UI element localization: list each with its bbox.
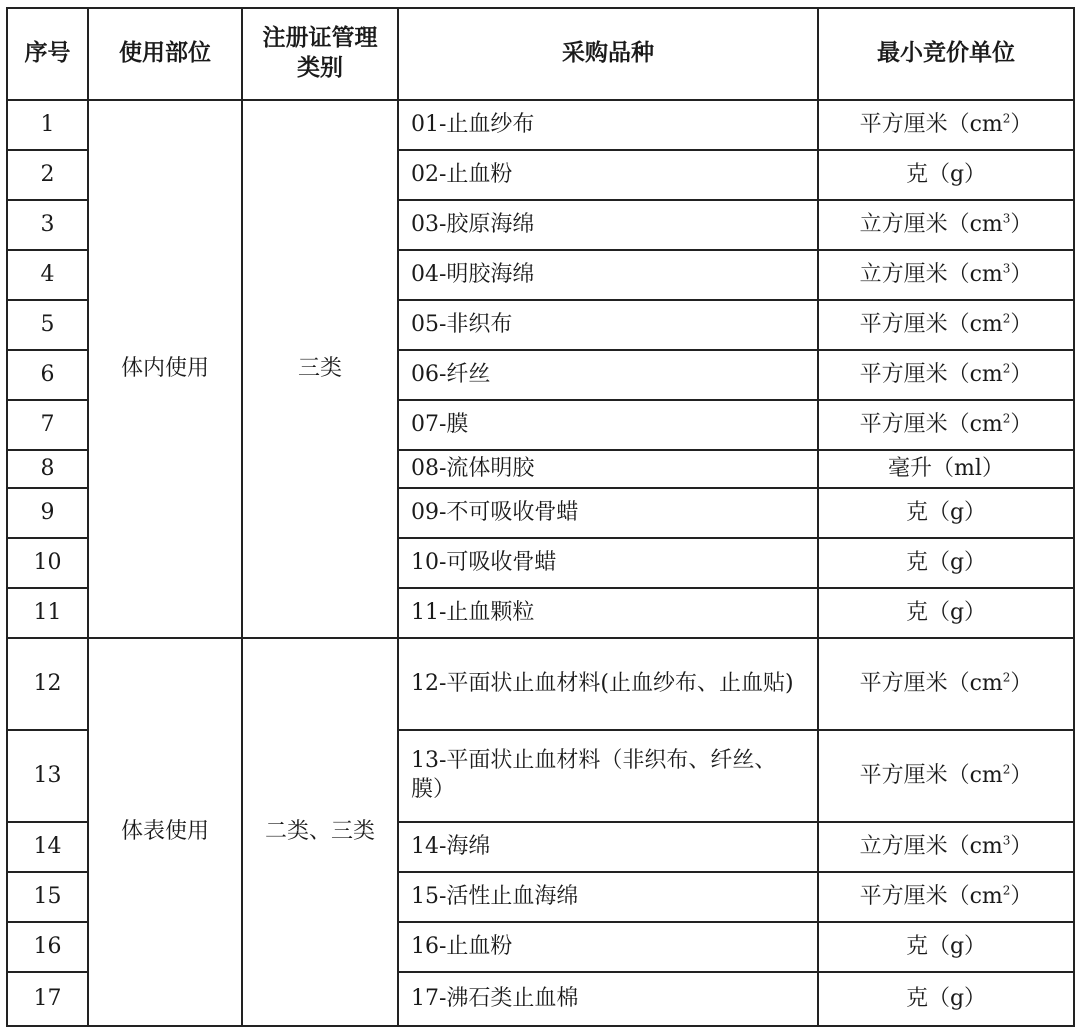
- cell-unit: [818, 972, 1074, 1026]
- cell-reg-class: 三类: [242, 100, 398, 638]
- header-seq: 序号: [7, 8, 88, 100]
- cell-variety: 12-平面状止血材料(止血纱布、止血贴): [398, 638, 818, 730]
- cell-variety: 17-沸石类止血棉: [398, 972, 818, 1026]
- cell-variety: 05-非织布: [398, 300, 818, 350]
- table-body: [7, 100, 1074, 1026]
- procurement-table: [6, 7, 1075, 1027]
- header-variety: 采购品种: [398, 8, 818, 100]
- unit-exponent: 2: [1002, 762, 1011, 777]
- unit-close: ）: [1010, 311, 1033, 337]
- unit-exponent: 3: [1002, 211, 1011, 226]
- cell-unit: [818, 588, 1074, 638]
- cell-unit: [818, 400, 1074, 450]
- cell-usage: 体内使用: [88, 100, 242, 638]
- unit-text: 克（g）: [905, 161, 987, 187]
- unit-close: ）: [1010, 361, 1033, 387]
- cell-unit: [818, 488, 1074, 538]
- unit-exponent: 3: [1002, 261, 1011, 276]
- cell-variety: 15-活性止血海绵: [398, 872, 818, 922]
- cell-unit: [818, 250, 1074, 300]
- cell-seq: 8: [7, 450, 88, 488]
- cell-seq: 17: [7, 972, 88, 1026]
- unit-text: 立方厘米（cm: [859, 261, 1003, 287]
- cell-seq: 10: [7, 538, 88, 588]
- cell-variety: 09-不可吸收骨蜡: [398, 488, 818, 538]
- cell-seq: 9: [7, 488, 88, 538]
- unit-close: ）: [1010, 833, 1033, 859]
- unit-text: 克（g）: [905, 499, 987, 525]
- unit-exponent: 2: [1002, 361, 1011, 376]
- cell-seq: 2: [7, 150, 88, 200]
- unit-close: ）: [1010, 762, 1033, 788]
- unit-close: ）: [1010, 111, 1033, 137]
- cell-variety: 10-可吸收骨蜡: [398, 538, 818, 588]
- cell-variety: 14-海绵: [398, 822, 818, 872]
- cell-unit: [818, 150, 1074, 200]
- cell-unit: [818, 350, 1074, 400]
- cell-reg-class: 二类、三类: [242, 638, 398, 1026]
- header-unit: 最小竞价单位: [818, 8, 1074, 100]
- unit-close: ）: [1010, 670, 1033, 696]
- cell-variety: 11-止血颗粒: [398, 588, 818, 638]
- unit-text: 立方厘米（cm: [859, 211, 1003, 237]
- unit-close: ）: [1010, 211, 1033, 237]
- cell-unit: [818, 730, 1074, 822]
- unit-text: 平方厘米（cm: [859, 411, 1003, 437]
- table-row: [7, 100, 1074, 150]
- cell-variety: 16-止血粉: [398, 922, 818, 972]
- header-row: [7, 8, 1074, 100]
- unit-text: 克（g）: [905, 599, 987, 625]
- unit-exponent: 3: [1002, 833, 1011, 848]
- cell-seq: 6: [7, 350, 88, 400]
- unit-text: 克（g）: [905, 985, 987, 1011]
- header-reg-class: 注册证管理类别: [242, 8, 398, 100]
- header-usage: 使用部位: [88, 8, 242, 100]
- unit-text: 克（g）: [905, 549, 987, 575]
- cell-variety: 07-膜: [398, 400, 818, 450]
- cell-seq: 16: [7, 922, 88, 972]
- unit-exponent: 2: [1002, 311, 1011, 326]
- unit-text: 立方厘米（cm: [859, 833, 1003, 859]
- cell-variety: 02-止血粉: [398, 150, 818, 200]
- cell-seq: 15: [7, 872, 88, 922]
- unit-exponent: 2: [1002, 883, 1011, 898]
- unit-close: ）: [1010, 883, 1033, 909]
- cell-variety: 04-明胶海绵: [398, 250, 818, 300]
- unit-exponent: 2: [1002, 411, 1011, 426]
- cell-unit: [818, 638, 1074, 730]
- cell-seq: 12: [7, 638, 88, 730]
- unit-exponent: 2: [1002, 670, 1011, 685]
- cell-seq: 11: [7, 588, 88, 638]
- unit-exponent: 2: [1002, 111, 1011, 126]
- cell-unit: [818, 300, 1074, 350]
- cell-seq: 14: [7, 822, 88, 872]
- cell-variety: 13-平面状止血材料（非织布、纤丝、膜）: [398, 730, 818, 822]
- cell-seq: 3: [7, 200, 88, 250]
- cell-usage: 体表使用: [88, 638, 242, 1026]
- cell-variety: 06-纤丝: [398, 350, 818, 400]
- cell-variety: 01-止血纱布: [398, 100, 818, 150]
- unit-text: 克（g）: [905, 933, 987, 959]
- unit-text: 平方厘米（cm: [859, 670, 1003, 696]
- unit-text: 平方厘米（cm: [859, 883, 1003, 909]
- cell-seq: 13: [7, 730, 88, 822]
- cell-seq: 1: [7, 100, 88, 150]
- cell-unit: [818, 822, 1074, 872]
- unit-text: 平方厘米（cm: [859, 111, 1003, 137]
- cell-variety: 08-流体明胶: [398, 450, 818, 488]
- cell-seq: 4: [7, 250, 88, 300]
- unit-close: ）: [1010, 411, 1033, 437]
- cell-unit: [818, 538, 1074, 588]
- table-row: [7, 638, 1074, 730]
- unit-text: 平方厘米（cm: [859, 361, 1003, 387]
- cell-seq: 5: [7, 300, 88, 350]
- cell-variety: 03-胶原海绵: [398, 200, 818, 250]
- unit-text: 毫升（ml）: [888, 455, 1004, 481]
- unit-close: ）: [1010, 261, 1033, 287]
- cell-unit: [818, 922, 1074, 972]
- cell-unit: [818, 450, 1074, 488]
- cell-unit: [818, 100, 1074, 150]
- cell-seq: 7: [7, 400, 88, 450]
- cell-unit: [818, 200, 1074, 250]
- cell-unit: [818, 872, 1074, 922]
- unit-text: 平方厘米（cm: [859, 311, 1003, 337]
- unit-text: 平方厘米（cm: [859, 762, 1003, 788]
